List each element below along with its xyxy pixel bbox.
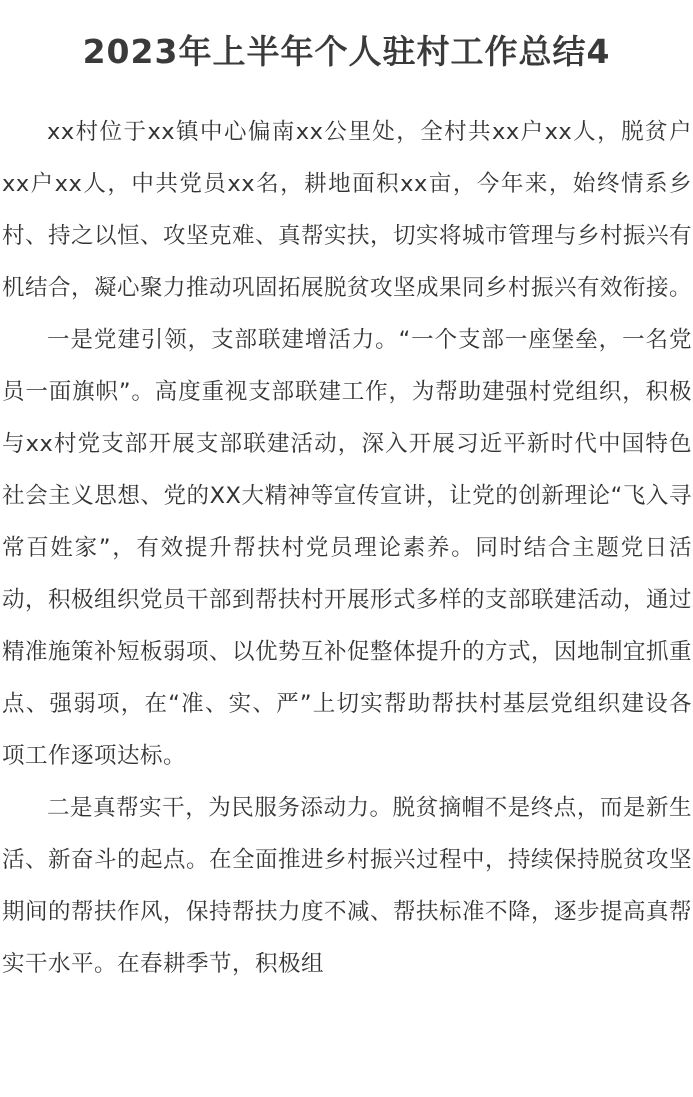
document-body <box>2 106 692 990</box>
document-title: 2023年上半年个人驻村工作总结4 <box>82 32 611 71</box>
paragraph-service: 二是真帮实干，为民服务添动力。脱贫摘帽不是终点，而是新生活、新奋斗的起点。在全面推进乡村振兴过程中，持续保持脱贫攻坚期间的帮扶作风，保持帮扶力度不减、帮扶标准不降，逐步提高真帮实干水平。在春耕季节，积极组 <box>2 795 693 977</box>
paragraph-party-building: 一是党建引领，支部联建增活力。“一个支部一座堡垒，一名党员一面旗帜”。高度重视支部联建工作，为帮助建强村党组织，积极与xx村党支部开展支部联建活动，深入开展习近平新时代中国特色社会主义思想、党的XX大精神等宣传宣讲，让党的创新理论“飞入寻常百姓家”，有效提升帮扶村党员理论素养。同时结合主题党日活动，积极组织党员干部到帮扶村开展形式多样的支部联建活动，通过精准施策补短板弱项、以优势互补促整体提升的方式，因地制宜抓重点、强弱项，在“准、实、严”上切实帮助帮扶村基层党组织建设各项工作逐项达标。 <box>2 327 693 769</box>
paragraph-intro: xx村位于xx镇中心偏南xx公里处，全村共xx户xx人，脱贫户xx户xx人，中共党员xx名，耕地面积xx亩，今年来，始终情系乡村、持之以恒、攻坚克难、真帮实扶，切实将城市管理与乡村振兴有机结合，凝心聚力推动巩固拓展脱贫攻坚成果同乡村振兴有效衔接。 <box>2 119 693 301</box>
